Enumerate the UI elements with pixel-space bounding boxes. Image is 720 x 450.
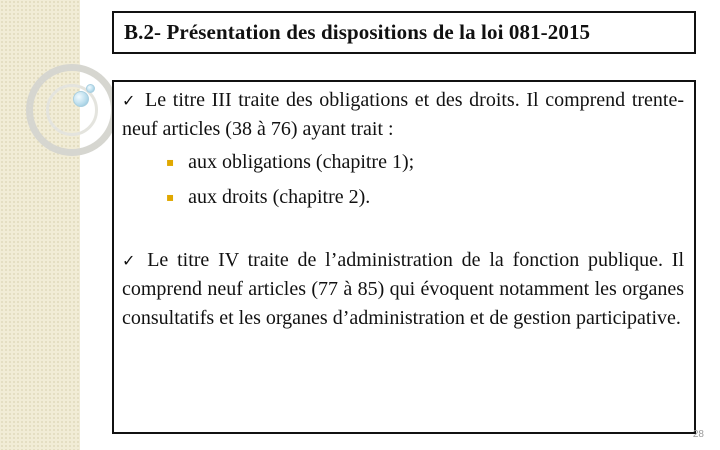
paragraph-titre-iv <box>122 246 684 333</box>
paragraph-titre-iii-text: Le titre III traite des obligations et des droits. Il comprend trente-neuf articles (38 à 76) ayant trait : <box>122 89 685 140</box>
list-item-text: aux obligations (chapitre 1); <box>188 151 415 173</box>
content-box <box>112 80 696 434</box>
slide-title: B.2- Présentation des dispositions de la loi 081-2015 <box>124 20 591 44</box>
decorative-small-bubble <box>86 84 95 93</box>
checkmark-icon: ✓ <box>122 251 140 270</box>
title-box <box>112 11 696 54</box>
decorative-bubble <box>73 91 89 107</box>
list-item-text: aux droits (chapitre 2). <box>188 186 371 208</box>
square-bullet-icon: ▪ <box>166 190 175 204</box>
list-item <box>166 181 684 216</box>
paragraph-titre-iv-text: Le titre IV traite de l’administration de la fonction publique. Il comprend neuf articles (77 à 85) qui évoquent notamment les organes consultatifs et les organes d’administration et de gestion participative. <box>122 249 684 329</box>
paragraph-titre-iii <box>122 86 684 144</box>
square-bullet-icon: ▪ <box>166 155 175 169</box>
page-number: 28 <box>692 429 704 440</box>
sub-list <box>122 146 684 216</box>
checkmark-icon: ✓ <box>122 91 138 110</box>
spacer <box>122 216 684 246</box>
list-item <box>166 146 684 181</box>
